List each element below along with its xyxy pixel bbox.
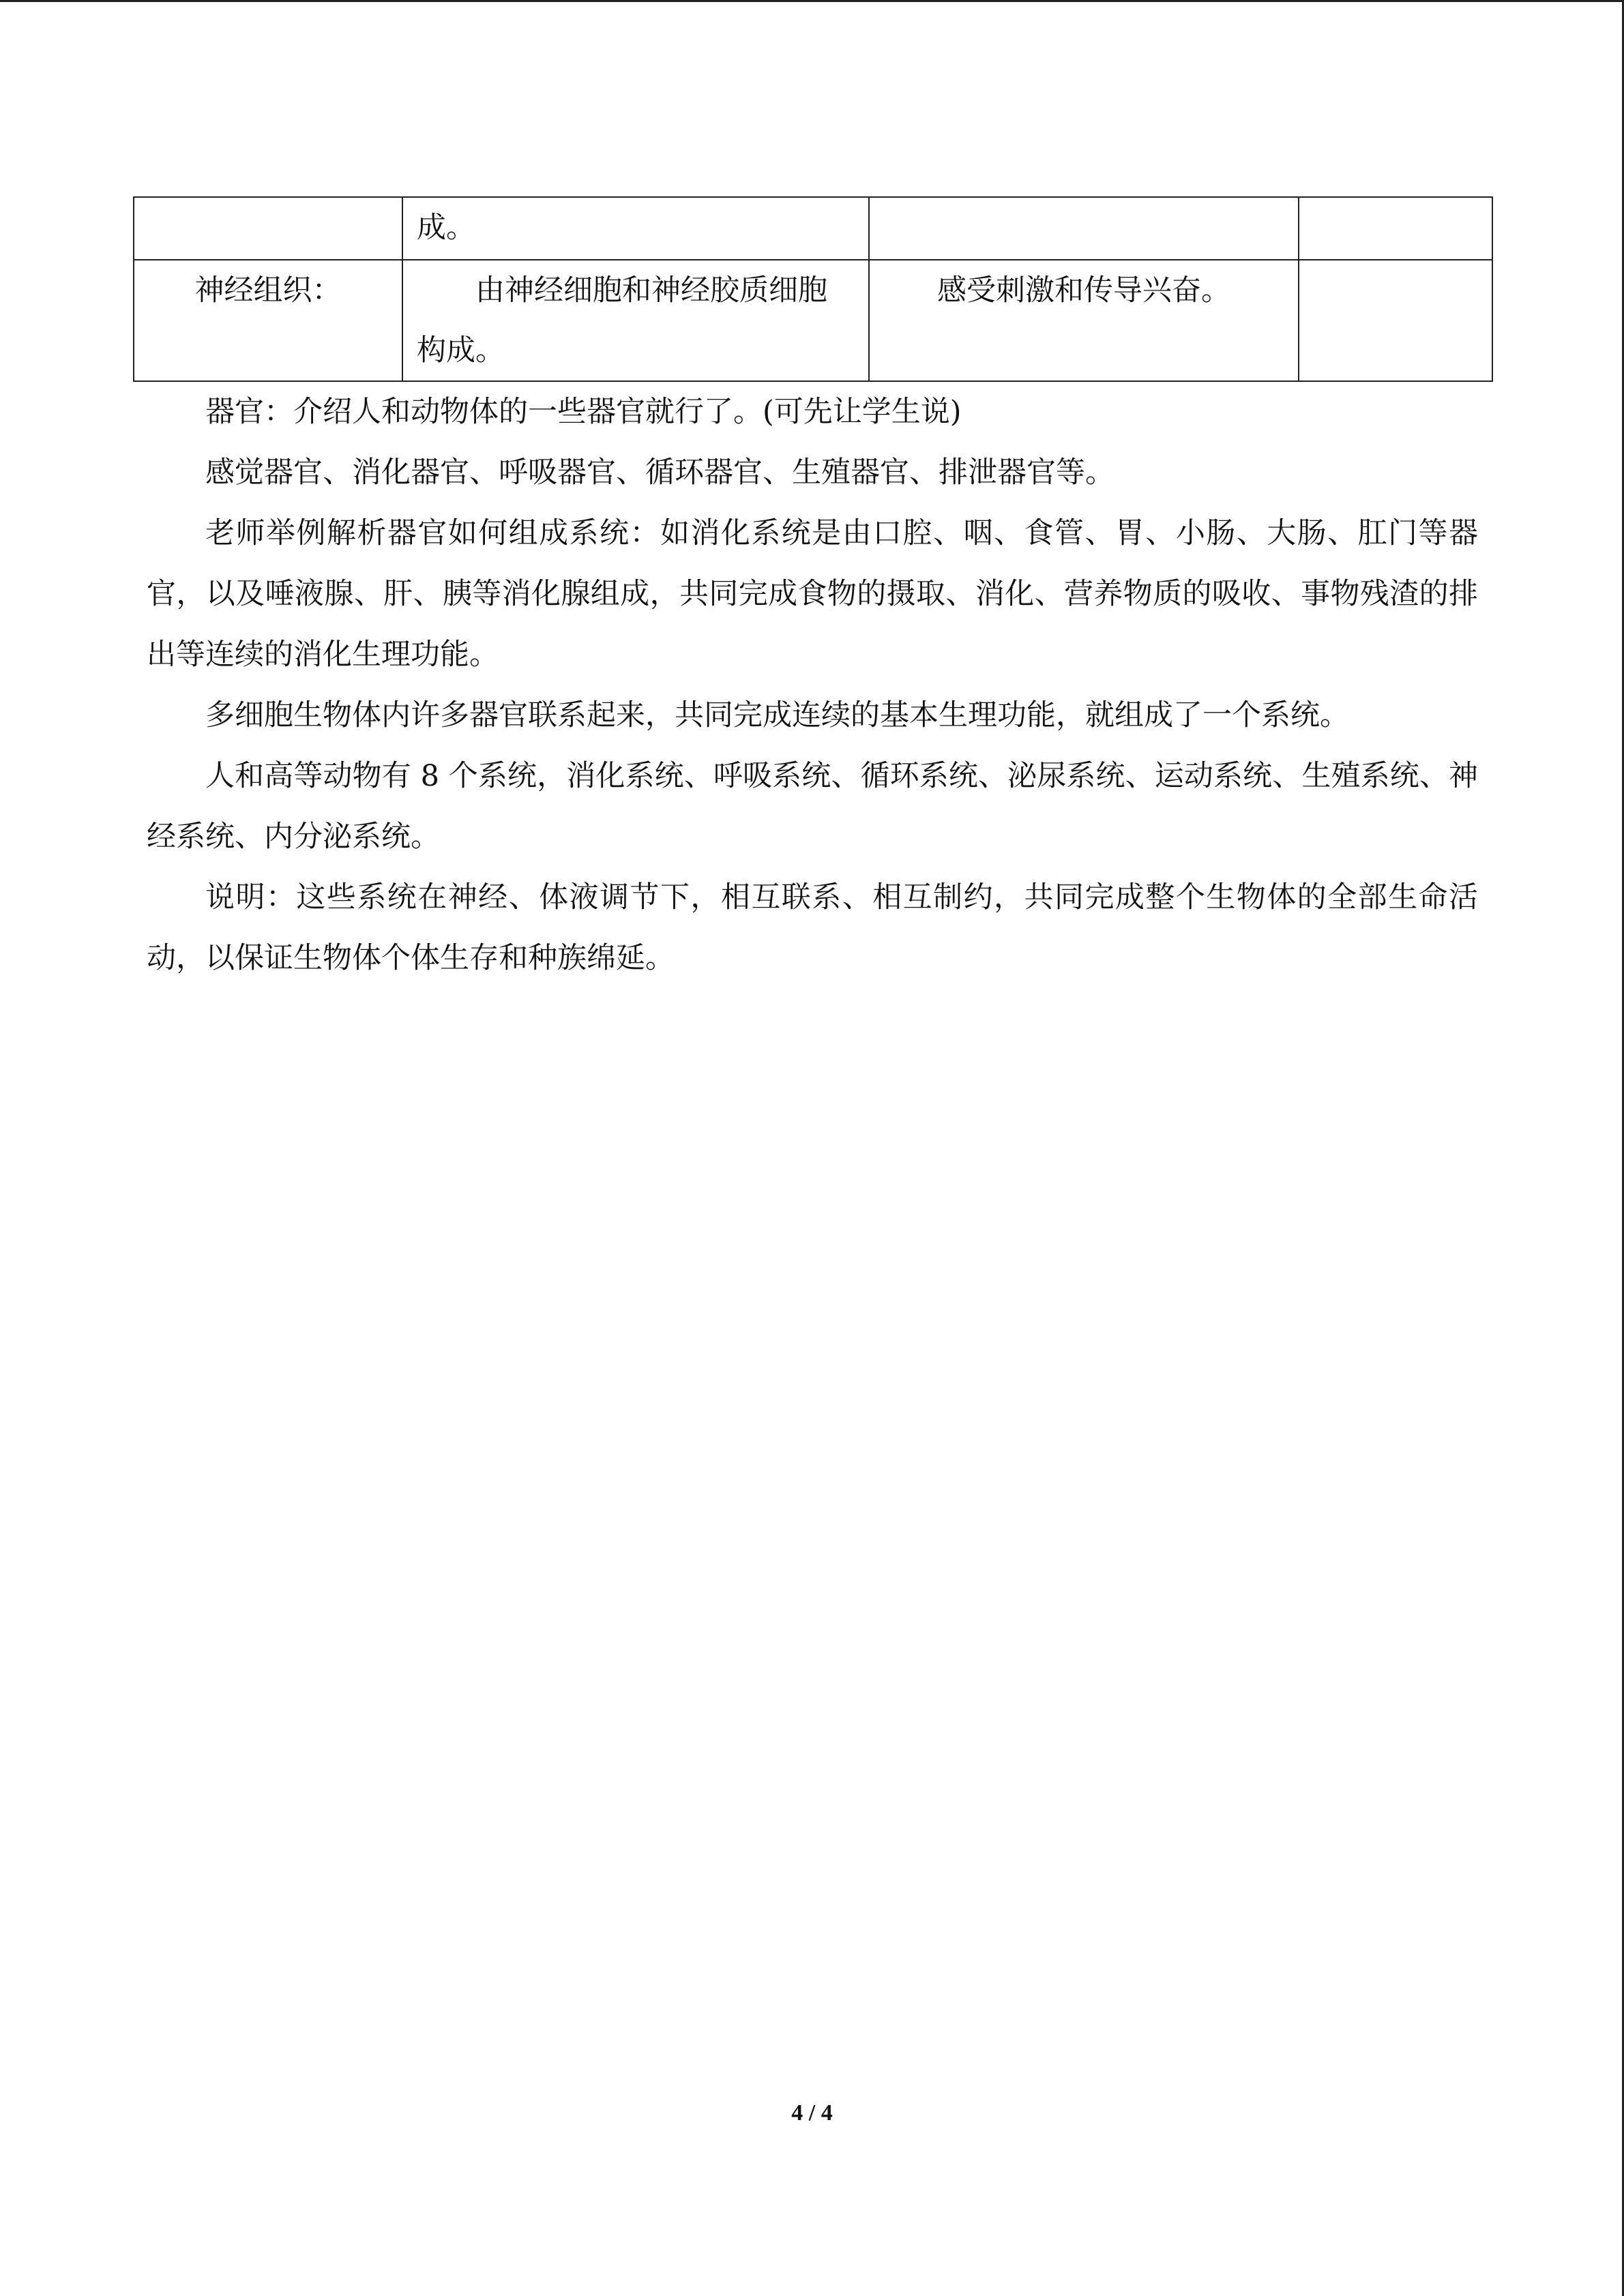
table-row <box>134 260 1492 381</box>
paragraph: 多细胞生物体内许多器官联系起来，共同完成连续的基本生理功能，就组成了一个系统。 <box>205 698 1349 732</box>
table-cell <box>1299 197 1492 260</box>
paragraph: 感觉器官、消化器官、呼吸器官、循环器官、生殖器官、排泄器官等。 <box>205 456 1114 490</box>
table-cell: 神经组织： <box>134 260 402 381</box>
table-cell: 感受刺激和传导兴奋。 <box>869 260 1299 381</box>
page-number: 4 / 4 <box>791 2100 833 2126</box>
table-cell: 成。 <box>402 197 869 260</box>
table-cell <box>134 197 402 260</box>
paragraph: 器官：介绍人和动物体的一些器官就行了。(可先让学生说) <box>205 395 962 429</box>
paragraph: 老师举例解析器官如何组成系统：如消化系统是由口腔、咽、食管、胃、小肠、大肠、肛门等器官，以及唾液腺、肝、胰等消化腺组成，共同完成食物的摄取、消化、营养物质的吸收、事物残渣的排出等连续的消化生理功能。 <box>147 516 1478 672</box>
document-content <box>133 196 1492 989</box>
paragraph: 人和高等动物有 8 个系统，消化系统、呼吸系统、循环系统、泌尿系统、运动系统、生殖系统、神经系统、内分泌系统。 <box>147 759 1478 854</box>
table-cell <box>869 197 1299 260</box>
table-row <box>134 197 1492 260</box>
paragraph: 说明：这些系统在神经、体液调节下，相互联系、相互制约，共同完成整个生物体的全部生命活动，以保证生物体个体生存和种族绵延。 <box>147 880 1478 975</box>
table-cell <box>1299 260 1492 381</box>
table-cell: 由神经细胞和神经胶质细胞构成。 <box>402 260 869 381</box>
tissue-table <box>133 196 1493 382</box>
